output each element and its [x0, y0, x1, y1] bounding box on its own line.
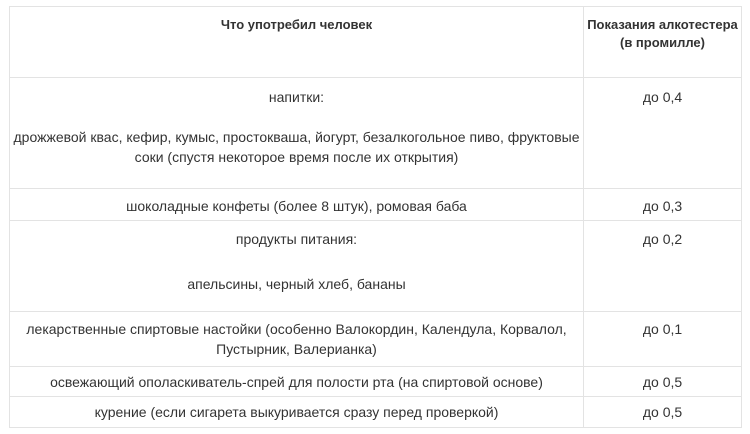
row-value-cell — [584, 189, 742, 221]
table-row — [10, 221, 742, 312]
row-item-cell — [10, 397, 584, 428]
row-item-cell — [10, 221, 584, 312]
row-text: дрожжевой квас, кефир, кумыс, простокваша, йогурт, безалкогольное пиво, фруктовые соки (спустя некоторое время после их открытия) — [13, 129, 580, 165]
header-reading — [584, 7, 742, 78]
row-text: освежающий ополаскиватель-спрей для полости рта (на спиртовой основе) — [50, 374, 543, 390]
row-value-cell — [584, 78, 742, 189]
row-heading: напитки: — [268, 89, 325, 105]
row-text: апельсины, черный хлеб, бананы — [187, 276, 406, 292]
alcotester-table — [9, 6, 742, 428]
table-row — [10, 189, 742, 221]
row-value: до 0,2 — [642, 231, 683, 247]
row-text: курение (если сигарета выкуривается сразу перед проверкой) — [94, 404, 499, 420]
row-item-cell — [10, 312, 584, 367]
row-value-cell — [584, 312, 742, 367]
row-item-cell — [10, 78, 584, 189]
table-header-row — [10, 7, 742, 78]
table-row — [10, 397, 742, 428]
row-heading: продукты питания: — [235, 231, 358, 247]
row-item-cell — [10, 189, 584, 221]
row-text: шоколадные конфеты (более 8 штук), ромовая баба — [126, 198, 467, 214]
row-value-cell — [584, 397, 742, 428]
table-row — [10, 312, 742, 367]
row-value: до 0,1 — [642, 321, 683, 337]
row-value: до 0,5 — [642, 404, 683, 420]
header-reading-label: Показания алкотестера (в промилле) — [587, 17, 738, 50]
row-item-cell — [10, 367, 584, 397]
header-consumed-label: Что употребил человек — [220, 17, 373, 32]
row-value: до 0,4 — [642, 89, 683, 105]
row-text: лекарственные спиртовые настойки (особенно Валокордин, Календула, Корвалол, Пустырник, Валерианка) — [26, 321, 567, 357]
row-value: до 0,5 — [642, 374, 683, 390]
row-value-cell — [584, 367, 742, 397]
row-value: до 0,3 — [642, 198, 683, 214]
table-row — [10, 367, 742, 397]
row-value-cell — [584, 221, 742, 312]
header-consumed — [10, 7, 584, 78]
table-row — [10, 78, 742, 189]
